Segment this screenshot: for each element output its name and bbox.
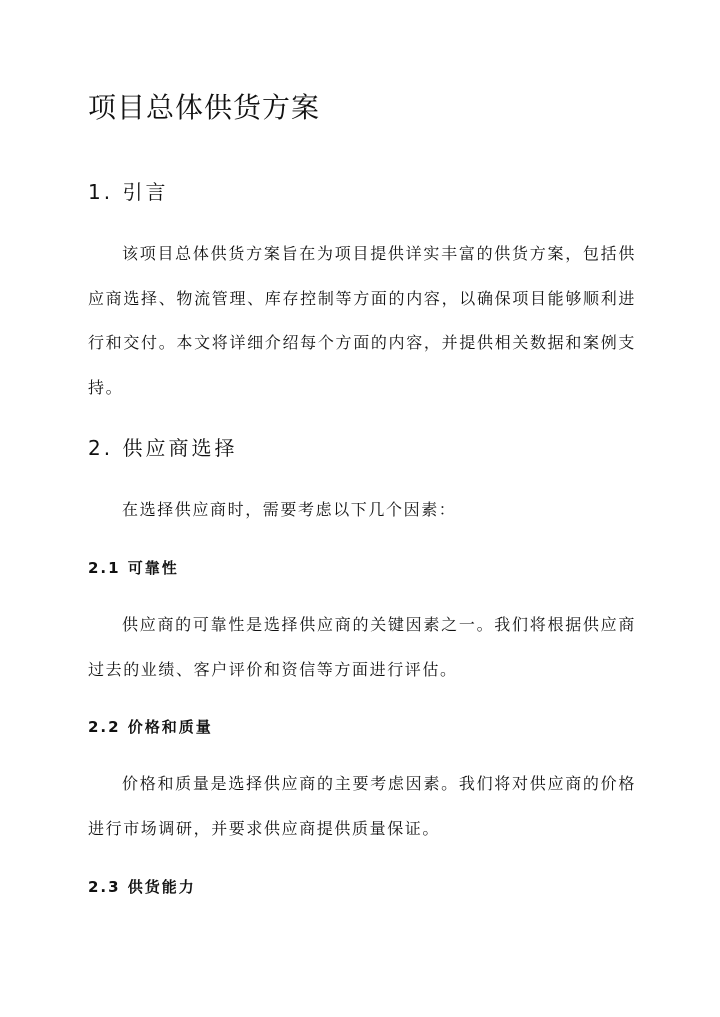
- subsection-paragraph-reliability: 供应商的可靠性是选择供应商的关键因素之一。我们将根据供应商过去的业绩、客户评价和资信等方面进行评估。: [88, 615, 636, 679]
- subsection-heading-reliability: 2.1 可靠性: [88, 559, 179, 577]
- document-title: 项目总体供货方案: [88, 91, 321, 124]
- section-paragraph-supplier-selection: 在选择供应商时，需要考虑以下几个因素：: [122, 500, 457, 519]
- section-heading-supplier-selection: 2. 供应商选择: [88, 436, 238, 460]
- section-heading-introduction: 1. 引言: [88, 180, 169, 204]
- subsection-paragraph-price-quality: 价格和质量是选择供应商的主要考虑因素。我们将对供应商的价格进行市场调研，并要求供应商提供质量保证。: [88, 774, 636, 838]
- subsection-heading-price-quality: 2.2 价格和质量: [88, 718, 213, 736]
- section-paragraph-introduction: 该项目总体供货方案旨在为项目提供详实丰富的供货方案，包括供应商选择、物流管理、库存控制等方面的内容，以确保项目能够顺利进行和交付。本文将详细介绍每个方面的内容，并提供相关数据和案例支持。: [88, 244, 636, 397]
- subsection-heading-supply-capacity: 2.3 供货能力: [88, 878, 196, 896]
